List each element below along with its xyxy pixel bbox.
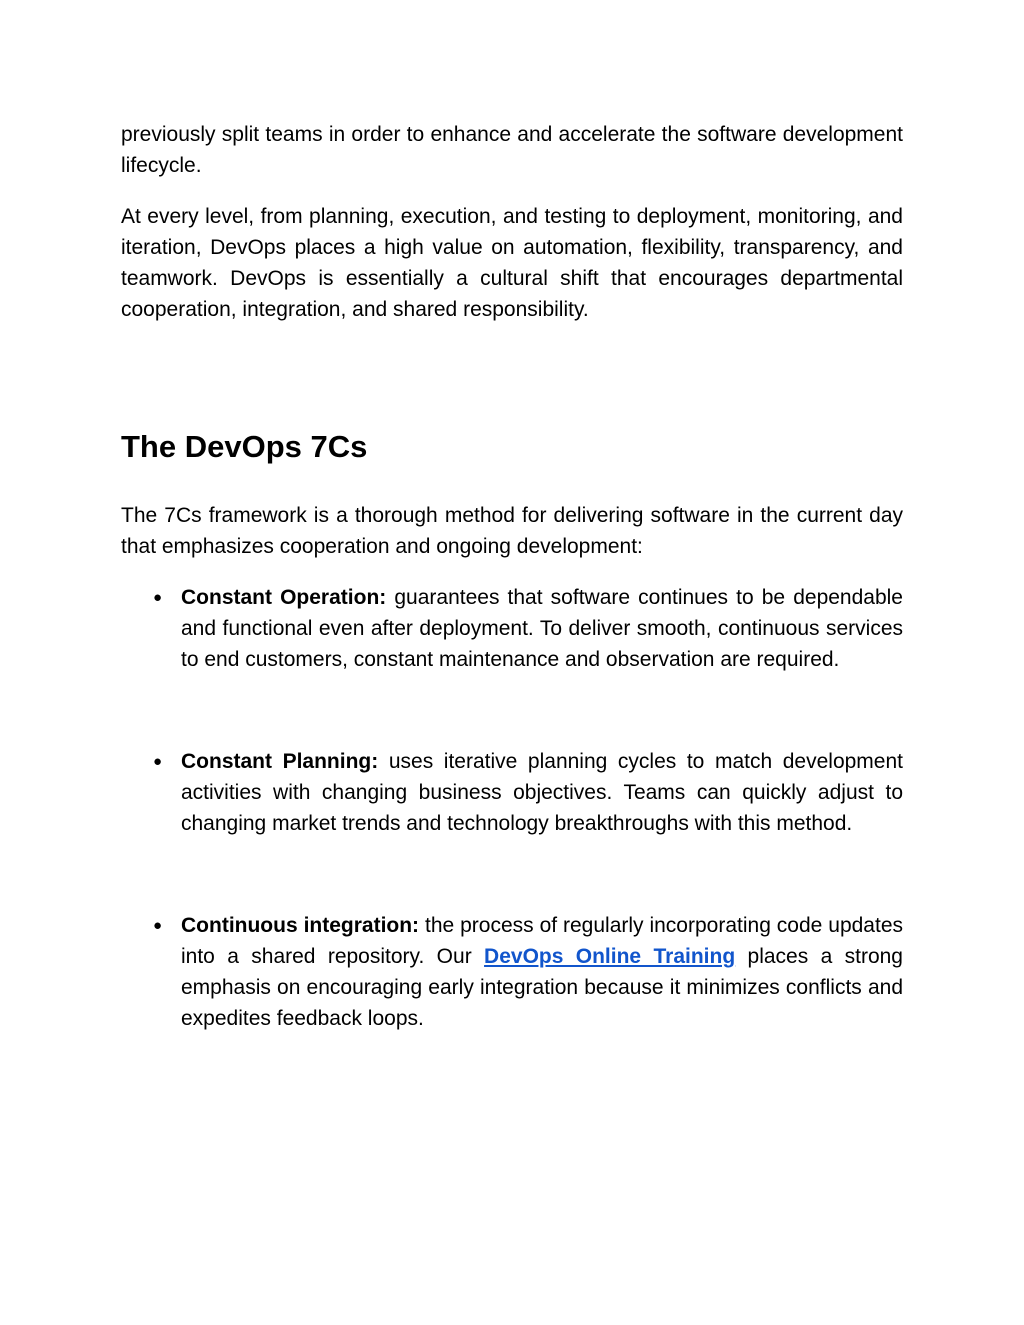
paragraph-intro-continuation: previously split teams in order to enhance and accelerate the software development lifecycle. [121,123,903,177]
list-item-constant-operation [121,582,903,675]
list-item-continuous-integration [121,910,903,1034]
list-item-constant-planning [121,746,903,839]
bullet-icon: ● [153,589,163,606]
paragraph-devops-values: At every level, from planning, execution, and testing to deployment, monitoring, and iteration, DevOps places a high value on automation, flexibility, transparency, and teamwork. DevOps is essentially a cultural shift that encourages departmental cooperation, integration, and shared responsibility. [121,205,903,321]
bullet-text: uses iterative planning cycles to match development activities with changing business objectives. Teams can quickly adjust to changing market trends and technology breakthroughs with this method. [181,750,903,835]
devops-online-training-link[interactable]: DevOps Online Training [484,945,736,968]
bullet-text-before-link: the process of regularly incorporating code updates into a shared repository. Our [181,914,903,968]
bullet-text-after-link: places a strong emphasis on encouraging early integration because it minimizes conflicts and expedites feedback loops. [181,945,903,1030]
bullet-term: Constant Planning: [181,750,379,773]
bullet-term: Continuous integration: [181,914,420,937]
bullet-icon: ● [153,917,163,934]
bullet-text: guarantees that software continues to be dependable and functional even after deployment. To deliver smooth, continuous services to end customers, constant maintenance and observation are required. [181,586,903,671]
paragraph-7cs-intro: The 7Cs framework is a thorough method for delivering software in the current day that emphasizes cooperation and ongoing development: [121,504,903,558]
section-heading: The DevOps 7Cs [121,429,368,464]
document-page [121,119,903,1034]
bullet-icon: ● [153,753,163,770]
bullet-term: Constant Operation: [181,586,387,609]
bullet-list [121,582,903,1034]
